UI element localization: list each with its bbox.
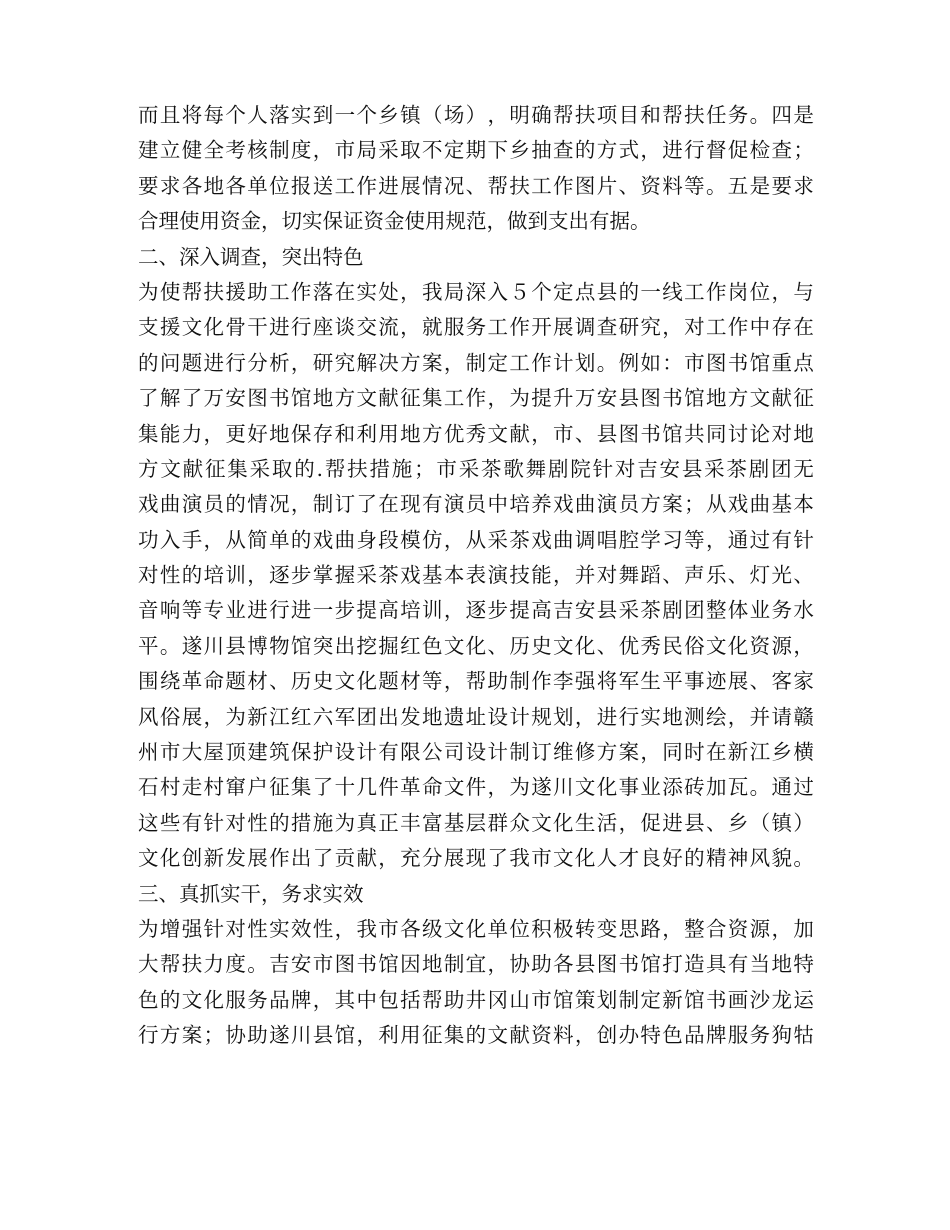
text-line: 功 入 手 ， 从 简 单 的 戏 曲 身 段 模 仿 ， 从 采 茶 戏 曲 调 唱 腔 学 习 等 ， 通 过 有 针: [138, 527, 814, 552]
text-line: 要 求 各 地 各 单 位 报 送 工 作 进 展 情 况 、 帮 扶 工 作 图 片 、 资 料 等 。 五 是 要 求: [138, 173, 814, 198]
text-line: 支 援 文 化 骨 干 进 行 座 谈 交 流 ， 就 服 务 工 作 开 展 调 查 研 究 ， 对 工 作 中 存 在: [138, 315, 814, 340]
text-line: 三、真抓实干，务求实效: [138, 881, 364, 906]
text-line: 的 问 题 进 行 分 析 ， 研 究 解 决 方 案 ， 制 定 工 作 计 划 。 例 如 ： 市 图 书 馆 重 点: [138, 350, 814, 375]
text-line: 行 方 案 ； 协 助 遂 川 县 馆 ， 利 用 征 集 的 文 献 资 料 ， 创 办 特 色 品 牌 服 务 狗 牯: [138, 1023, 814, 1048]
text-line: 平 。 遂 川 县 博 物 馆 突 出 挖 掘 红 色 文 化 、 历 史 文 化 、 优 秀 民 俗 文 化 资 源 ，: [138, 633, 814, 658]
text-line: 对 性 的 培 训 ， 逐 步 掌 握 采 茶 戏 基 本 表 演 技 能 ， 并 对 舞 蹈 、 声 乐 、 灯 光 、: [138, 563, 814, 588]
text-line: 州 市 大 屋 顶 建 筑 保 护 设 计 有 限 公 司 设 计 制 订 维 修 方 案 ， 同 时 在 新 江 乡 横: [138, 740, 814, 765]
text-line: 大 帮 扶 力 度 。 吉 安 市 图 书 馆 因 地 制 宜 ， 协 助 各 县 图 书 馆 打 造 具 有 当 地 特: [138, 952, 814, 977]
text-line: 风 俗 展 ， 为 新 江 红 六 军 团 出 发 地 遗 址 设 计 规 划 ， 进 行 实 地 测 绘 ， 并 请 赣: [138, 704, 814, 729]
text-line: 方 文 献 征 集 采 取 的 . 帮 扶 措 施 ； 市 采 茶 歌 舞 剧 院 针 对 吉 安 县 采 茶 剧 团 无: [138, 456, 814, 481]
text-line: 集 能 力 ， 更 好 地 保 存 和 利 用 地 方 优 秀 文 献 ， 市 、 县 图 书 馆 共 同 讨 论 对 地: [138, 421, 814, 446]
text-line: 围 绕 革 命 题 材 、 历 史 文 化 题 材 等 ， 帮 助 制 作 李 强 将 军 生 平 事 迹 展 、 客 家: [138, 669, 814, 694]
text-line: 色 的 文 化 服 务 品 牌 ， 其 中 包 括 帮 助 井 冈 山 市 馆 策 划 制 定 新 馆 书 画 沙 龙 运: [138, 987, 814, 1012]
text-line: 而 且 将 每 个 人 落 实 到 一 个 乡 镇 （ 场 ） ， 明 确 帮 扶 项 目 和 帮 扶 任 务 。 四 是: [138, 103, 814, 127]
text-line: 为 增 强 针 对 性 实 效 性 ， 我 市 各 级 文 化 单 位 积 极 转 变 思 路 ， 整 合 资 源 ， 加: [138, 916, 814, 941]
text-line: 了 解 了 万 安 图 书 馆 地 方 文 献 征 集 工 作 ， 为 提 升 万 安 县 图 书 馆 地 方 文 献 征: [138, 386, 814, 411]
text-line: 建 立 健 全 考 核 制 度 ， 市 局 采 取 不 定 期 下 乡 抽 查 的 方 式 ， 进 行 督 促 检 查 ；: [138, 138, 814, 163]
document-body: [138, 98, 814, 1054]
text-line: 为 使 帮 扶 援 助 工 作 落 在 实 处 ， 我 局 深 入 ５ 个 定 点 县 的 一 线 工 作 岗 位 ， 与: [138, 279, 814, 304]
text-line: 文 化 创 新 发 展 作 出 了 贡 献 ， 充 分 展 现 了 我 市 文 化 人 才 良 好 的 精 神 风 貌 。: [138, 846, 814, 871]
text-line: 这 些 有 针 对 性 的 措 施 为 真 正 丰 富 基 层 群 众 文 化 生 活 ， 促 进 县 、 乡 （ 镇 ）: [138, 810, 814, 835]
text-line: 音 响 等 专 业 进 行 进 一 步 提 高 培 训 ， 逐 步 提 高 吉 安 县 采 茶 剧 团 整 体 业 务 水: [138, 598, 814, 623]
text-line: 合理使用资金，切实保证资金使用规范，做到支出有据。: [138, 209, 651, 234]
text-line: 戏 曲 演 员 的 情 况 ， 制 订 了 在 现 有 演 员 中 培 养 戏 曲 演 员 方 案 ； 从 戏 曲 基 本: [138, 492, 814, 517]
text-line: 石 村 走 村 窜 户 征 集 了 十 几 件 革 命 文 件 ， 为 遂 川 文 化 事 业 添 砖 加 瓦 。 通 过: [138, 775, 814, 800]
text-line: 二、深入调查，突出特色: [138, 244, 364, 269]
